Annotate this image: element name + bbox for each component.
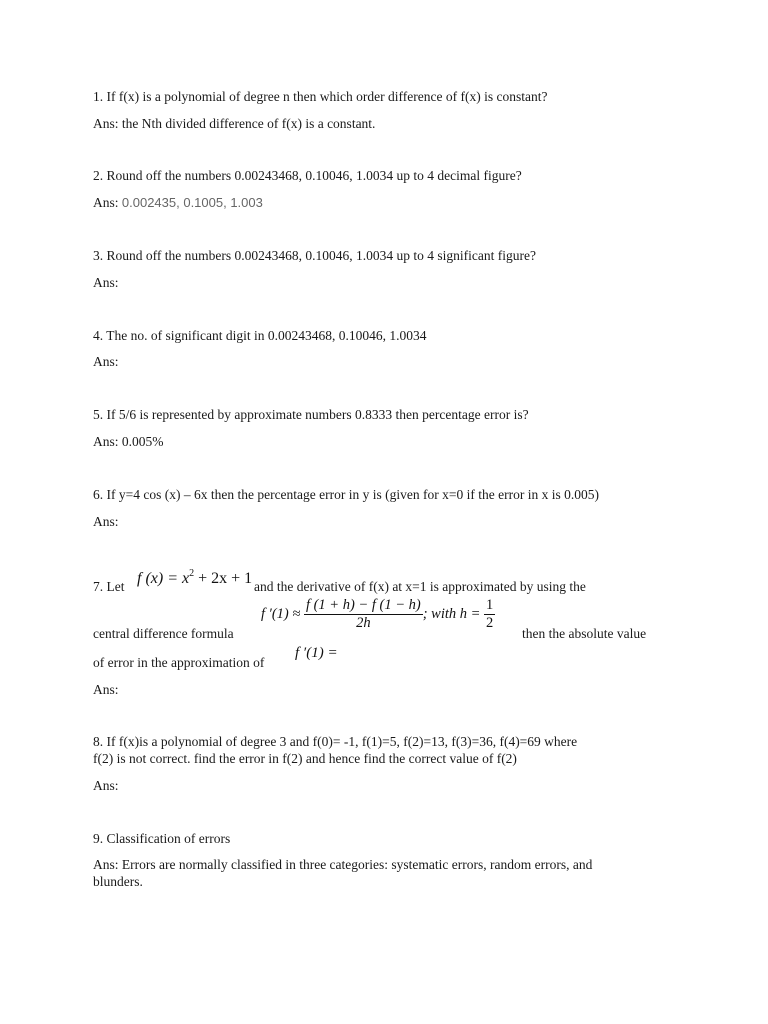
answer-label: Ans: <box>93 354 119 369</box>
central-difference-formula: f ′(1) ≈ $\frac{f (1 + h) - f (1 - h)}{2h}$ ; with h = $\frac{1}{2}$ <box>261 597 494 631</box>
answer-label: Ans: <box>93 195 119 210</box>
answer-4 <box>93 354 119 370</box>
question-9: 9. Classification of errors <box>93 831 231 846</box>
answer-7 <box>93 682 119 698</box>
answer-label: Ans: <box>93 857 119 872</box>
question-2: 2. Round off the numbers 0.00243468, 0.10046, 1.0034 up to 4 decimal figure? <box>93 168 522 183</box>
question-1: 1. If f(x) is a polynomial of degree n then which order difference of f(x) is constant? <box>93 89 548 104</box>
answer-1 <box>93 116 375 132</box>
answer-6 <box>93 514 119 530</box>
question-4: 4. The no. of significant digit in 0.00243468, 0.10046, 1.0034 <box>93 328 427 343</box>
answer-label: Ans: <box>93 514 119 529</box>
question-7-text: and the derivative of f(x) at x=1 is approximated by using the <box>254 579 586 594</box>
question-5: 5. If 5/6 is represented by approximate numbers 0.8333 then percentage error is? <box>93 407 529 422</box>
question-8-line2: f(2) is not correct. find the error in f(2) and hence find the correct value of f(2) <box>93 751 517 766</box>
answer-text: 0.002435, 0.1005, 1.003 <box>121 195 263 210</box>
answer-label: Ans: <box>93 682 119 697</box>
answer-5 <box>93 434 164 450</box>
answer-2 <box>93 195 263 211</box>
answer-9-line2: blunders. <box>93 874 143 889</box>
question-7-line3: of error in the approximation of <box>93 655 265 670</box>
answer-text: 0.005% <box>121 434 164 449</box>
answer-text: the Nth divided difference of f(x) is a constant. <box>121 116 376 131</box>
answer-label: Ans: <box>93 116 119 131</box>
question-7-line2-end: then the absolute value <box>522 626 647 641</box>
document-page <box>93 0 693 1024</box>
answer-text: Errors are normally classified in three categories: systematic errors, random errors, and <box>121 857 593 872</box>
equation-f-prime: f ′(1) = <box>295 645 338 661</box>
answer-9 <box>93 857 592 873</box>
answer-label: Ans: <box>93 434 119 449</box>
answer-label: Ans: <box>93 275 119 290</box>
question-7-line2: central difference formula <box>93 626 234 641</box>
question-3: 3. Round off the numbers 0.00243468, 0.10046, 1.0034 up to 4 significant figure? <box>93 248 536 263</box>
question-6: 6. If y=4 cos (x) – 6x then the percentage error in y is (given for x=0 if the error in x is 0.005) <box>93 487 599 502</box>
equation-fx: f $(x) = x^2 + 2x + 1$ <box>137 568 253 587</box>
answer-3 <box>93 275 119 291</box>
answer-label: Ans: <box>93 778 119 793</box>
question-8: 8. If f(x)is a polynomial of degree 3 and f(0)= -1, f(1)=5, f(2)=13, f(3)=36, f(4)=69 where <box>93 734 578 749</box>
answer-8 <box>93 778 119 794</box>
question-7-prefix: 7. Let <box>93 579 125 594</box>
